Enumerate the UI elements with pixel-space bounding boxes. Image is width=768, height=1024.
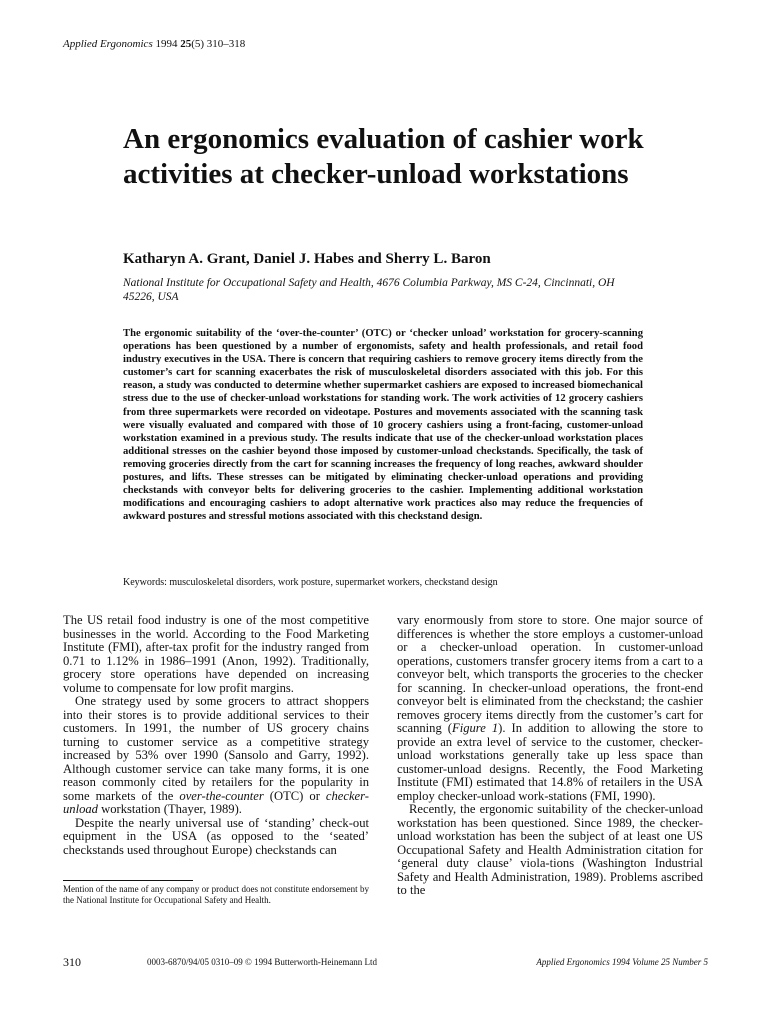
page-number: 310: [63, 955, 81, 969]
paper-title: An ergonomics evaluation of cashier work activities at checker-unload workstations: [123, 123, 644, 190]
paragraph: Despite the nearly universal use of ‘standing’ check-out equipment in the USA (as opposed to the ‘seated’ checkstands used throughout Europe) checkstands can: [63, 815, 369, 857]
authors: Katharyn A. Grant, Daniel J. Habes and Sherry L. Baron: [123, 251, 491, 267]
affiliation: National Institute for Occupational Safety and Health, 4676 Columbia Parkway, MS C-24, Cincinnati, OH 45226, USA: [123, 277, 615, 303]
copyright-line: 0003-6870/94/05 0310–09 © 1994 Butterworth-Heinemann Ltd: [147, 957, 378, 967]
journal-volume: 25: [180, 38, 192, 50]
paragraph: The US retail food industry is one of the most competitive businesses in the world. According to the Food Marketing Institute (FMI), after-tax profit for the industry ranged from 0.71 to 1.12% in 1986–1991 (Anon, 1992). Traditionally, grocery store operations have depended on increasing volume to compensate for low profit margins.: [63, 613, 369, 695]
journal-reference: [63, 38, 245, 50]
body-column-left: [63, 614, 369, 857]
body-column-right: [397, 614, 703, 898]
paragraph: Recently, the ergonomic suitability of the checker-unload workstation has been questioned. Since 1989, the checker-unload workstation has been the subject of at least one US Occupational Safety and Health Administration citation for ‘general duty clause’ viola-tions (Washington Industrial Safety and Health Administration, 1989). Problems ascribed to the: [397, 802, 703, 897]
footnote: Mention of the name of any company or product does not constitute endorsement by the National Institute for Occupational Safety and Health.: [63, 884, 369, 905]
journal-footer: Applied Ergonomics 1994 Volume 25 Number 5: [536, 957, 708, 967]
figure-reference[interactable]: Figure 1: [452, 721, 499, 735]
keywords: Keywords: musculoskeletal disorders, work posture, supermarket workers, checkstand design: [123, 577, 498, 588]
journal-year: 1994: [155, 38, 178, 50]
journal-issue-pages: (5) 310–318: [191, 38, 246, 50]
abstract: The ergonomic suitability of the ‘over-the-counter’ (OTC) or ‘checker unload’ workstation for grocery-scanning operations has been questioned by a number of ergonomists, safety and health professionals, and retail food industry executives in the USA. There is concern that requiring cashiers to remove grocery items directly from the customer’s cart for scanning exacerbates the risk of musculoskeletal disorders associated with this job. For this reason, a study was conducted to determine whether supermarket cashiers are exposed to increased biomechanical stress due to the use of checker-unload workstations for standing work. The work activities of 12 grocery cashiers from three supermarkets were recorded on videotape. Postures and movements associated with the scanning task were visually evaluated and compared with those of 10 grocery cashiers using a front-facing, customer-unload workstation examined in a previous study. The results indicate that use of the checker-unload workstation places additional stresses on the cashier beyond those imposed by customer-unload checkstands. Specifically, the task of removing groceries directly from the cart for scanning increases the frequency of long reaches, awkward shoulder postures, and lifts. These stresses can be mitigated by eliminating checker-unload operations and providing checkstands with conveyor belts for delivering groceries to the cashier. Implementing additional workstation modifications and encouraging cashiers to adopt alternative work practices also may reduce the frequencies of awkward postures and stressful motions associated with this checkstand design.: [123, 328, 643, 523]
paragraph: One strategy used by some grocers to attract shoppers into their stores is to provide additional services to their customers. In 1991, the number of US grocery chains turning to customer service as a competitive strategy increased by 53% over 1990 (Sansolo and Garry, 1992). Although customer service can take many forms, it is one reason commonly cited by retailers for the popularity in some markets of the over-the-counter (OTC) or checker-unload workstation (Thayer, 1989).: [63, 694, 369, 816]
paragraph: vary enormously from store to store. One major source of differences is whether the store employs a customer-unload or a checker-unload operation. In customer-unload operations, customers transfer grocery items from a cart to a conveyor belt, which transports the groceries to the checker for scanning. In checker-unload operations, the front-end conveyor belt is eliminated from the checkstand; the cashier removes grocery items directly from the customer’s cart for scanning (Figure 1). In addition to allowing the store to provide an extra level of service to the customer, checker-unload workstations generally take up less space than customer-unload designs. Recently, the Food Marketing Institute (FMI) estimated that 14.8% of retailers in the USA employ checker-unload work-stations (FMI, 1990).: [397, 613, 703, 803]
journal-name: Applied Ergonomics: [63, 38, 153, 50]
footnote-divider: [63, 880, 193, 881]
